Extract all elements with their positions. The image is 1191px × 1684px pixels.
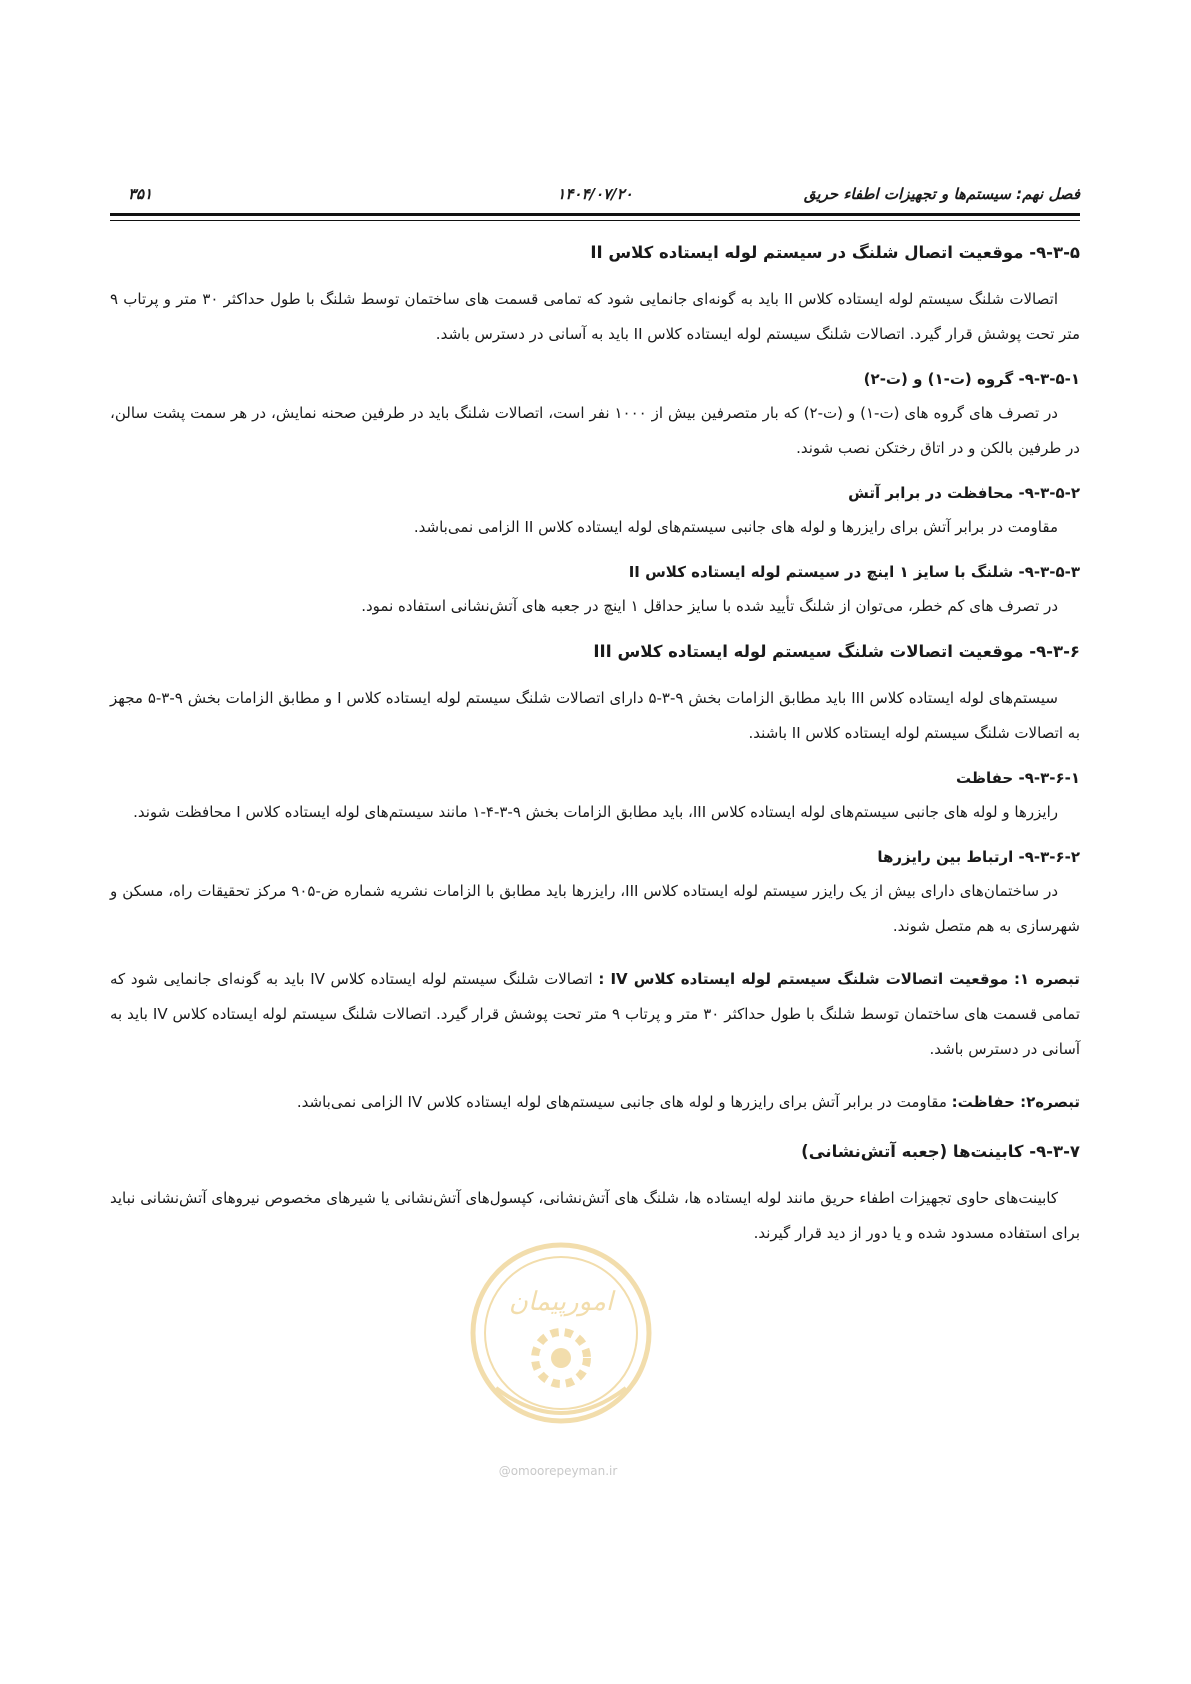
header-date: ۱۴۰۴/۰۷/۲۰	[557, 185, 633, 203]
note-2-text: مقاومت در برابر آتش برای رایزرها و لوله های جانبی سیستم‌های لوله ایستاده کلاس IV الزامی نمی‌باشد.	[296, 1093, 947, 1111]
subsection-heading-9-3-5-1: ۹-۳-۵-۱- گروه (ت-۱) و (ت-۲)	[863, 370, 1080, 388]
subsection-heading-9-3-6-1: ۹-۳-۶-۱- حفاظت	[955, 769, 1080, 787]
page-header	[110, 185, 1080, 215]
chapter-title: فصل نهم: سیستم‌ها و تجهیزات اطفاء حریق	[803, 185, 1080, 203]
page-number: ۳۵۱	[128, 185, 153, 203]
header-rule-thin	[110, 220, 1080, 221]
note-1	[110, 962, 1080, 1067]
paragraph: در تصرف های کم خطر، می‌توان از شلنگ تأیید شده با سایز حداقل ۱ اینچ در جعبه های آتش‌نشانی استفاده نمود.	[361, 597, 1058, 615]
header-rule-thick	[110, 213, 1080, 216]
paragraph: مقاومت در برابر آتش برای رایزرها و لوله های جانبی سیستم‌های لوله ایستاده کلاس II الزامی نمی‌باشد.	[413, 518, 1058, 536]
note-1-text: اتصالات شلنگ سیستم لوله ایستاده کلاس IV باید به گونه‌ای جانمایی شود که تمامی قسمت های ساختمان توسط شلنگ با طول حداکثر ۳۰ متر و پرتاب ۹ متر تحت پوشش قرار گیرد. اتصالات شلنگ سیستم لوله ایستاده کلاس IV باید به آسانی در دسترس باشد.	[110, 970, 1080, 1058]
note-2-label: تبصره۲: حفاظت:	[951, 1093, 1080, 1111]
section-heading-9-3-7: ۹-۳-۷- کابینت‌ها (جعبه آتش‌نشانی)	[801, 1142, 1080, 1161]
section-heading-9-3-5: ۹-۳-۵- موقعیت اتصال شلنگ در سیستم لوله ایستاده کلاس II	[590, 243, 1080, 262]
watermark-logo-text: امورپیمان	[508, 1287, 614, 1317]
paragraph: در ساختمان‌های دارای بیش از یک رایزر سیستم لوله ایستاده کلاس III، رایزرها باید مطابق با الزامات نشریه شماره ض-۹۰۵ مرکز تحقیقات راه، مسکن و شهرسازی به هم متصل شوند.	[110, 882, 1080, 935]
note-1-label: تبصره ۱:	[1013, 970, 1080, 988]
paragraph: در تصرف های گروه های (ت-۱) و (ت-۲) که بار متصرفین بیش از ۱۰۰۰ نفر است، اتصالات شلنگ باید در طرفین صحنه نمایش، در هر سمت پشت سالن، در طرفین بالکن و در اتاق رختکن نصب شوند.	[110, 404, 1080, 457]
note-2	[110, 1085, 1080, 1120]
document-page	[110, 0, 1080, 1684]
subsection-heading-9-3-5-2: ۹-۳-۵-۲- محافظت در برابر آتش	[848, 484, 1080, 502]
paragraph: اتصالات شلنگ سیستم لوله ایستاده کلاس II باید به گونه‌ای جانمایی شود که تمامی قسمت های ساختمان توسط شلنگ با طول حداکثر ۳۰ متر و پرتاب ۹ متر تحت پوشش قرار گیرد. اتصالات شلنگ سیستم لوله ایستاده کلاس II باید به آسانی در دسترس باشد.	[110, 290, 1080, 343]
note-1-title: موقعیت اتصالات شلنگ سیستم لوله ایستاده کلاس IV :	[598, 970, 1009, 988]
watermark-url: @omoorepeyman.ir	[498, 1464, 618, 1478]
subsection-heading-9-3-6-2: ۹-۳-۶-۲- ارتباط بین رایزرها	[877, 848, 1080, 866]
page-content	[110, 243, 1080, 1269]
paragraph: سیستم‌های لوله ایستاده کلاس III باید مطابق الزامات بخش ۹-۳-۵ دارای اتصالات شلنگ سیستم لوله ایستاده کلاس I و مطابق الزامات بخش ۹-۳-۵ مجهز به اتصالات شلنگ سیستم لوله ایستاده کلاس II باشند.	[110, 689, 1080, 742]
paragraph: رایزرها و لوله های جانبی سیستم‌های لوله ایستاده کلاس III، باید مطابق الزامات بخش ۹-۳-۴-۱ مانند سیستم‌های لوله ایستاده کلاس I محافظت شوند.	[133, 803, 1058, 821]
section-heading-9-3-6: ۹-۳-۶- موقعیت اتصالات شلنگ سیستم لوله ایستاده کلاس III	[593, 642, 1080, 661]
subsection-heading-9-3-5-3: ۹-۳-۵-۳- شلنگ با سایز ۱ اینچ در سیستم لوله ایستاده کلاس II	[628, 563, 1080, 581]
paragraph: کابینت‌های حاوی تجهیزات اطفاء حریق مانند لوله ایستاده ها، شلنگ های آتش‌نشانی، کپسول‌های آتش‌نشانی یا شیرهای مخصوص نیروهای آتش‌نشانی نباید برای استفاده مسدود شده و یا دور از دید قرار گیرند.	[110, 1189, 1080, 1242]
